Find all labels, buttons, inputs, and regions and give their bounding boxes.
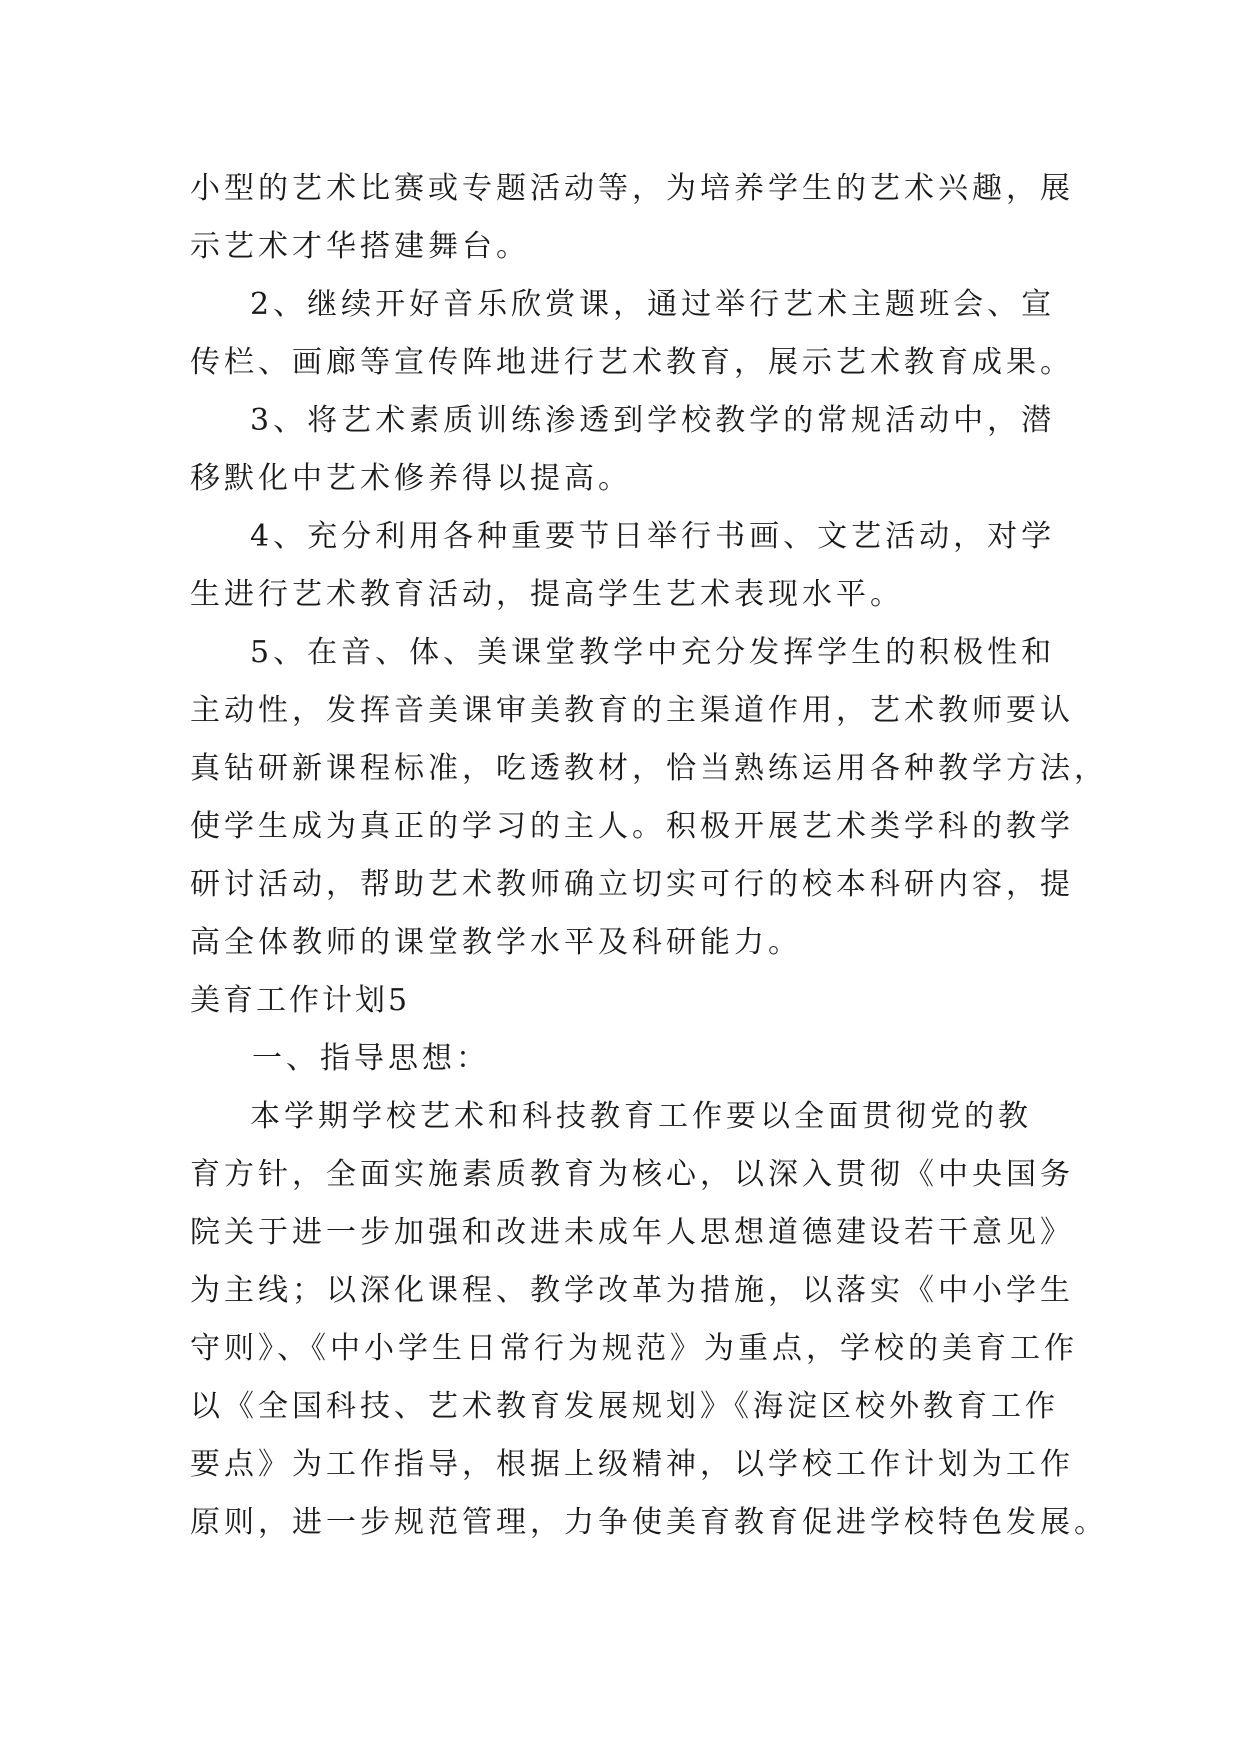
text-line: 院关于进一步加强和改进未成年人思想道德建设若干意见》 (190, 1215, 1074, 1250)
text-line: 原则，进一步规范管理，力争使美育教育促进学校特色发展。 (190, 1505, 1108, 1540)
text-line: 守则》、《中小学生日常行为规范》为重点，学校的美育工作 (190, 1331, 1078, 1366)
text-line: 本学期学校艺术和科技教育工作要以全面贯彻党的教 (250, 1099, 1032, 1134)
text-line: 示艺术才华搭建舞台。 (190, 229, 530, 264)
text-line: 研讨活动，帮助艺术教师确立切实可行的校本科研内容，提 (190, 867, 1074, 902)
text-line: 使学生成为真正的学习的主人。积极开展艺术类学科的教学 (190, 809, 1074, 844)
text-line: 2、继续开好音乐欣赏课，通过举行艺术主题班会、宣 (250, 287, 1056, 322)
text-line: 育方针，全面实施素质教育为核心，以深入贯彻《中央国务 (190, 1157, 1074, 1192)
section-heading: 美育工作计划5 (190, 983, 411, 1018)
text-line: 小型的艺术比赛或专题活动等，为培养学生的艺术兴趣，展 (190, 171, 1074, 206)
document-body (190, 160, 1108, 1552)
text-line: 移默化中艺术修养得以提高。 (190, 461, 632, 496)
text-line: 要点》为工作指导，根据上级精神，以学校工作计划为工作 (190, 1447, 1074, 1482)
text-line: 为主线；以深化课程、教学改革为措施，以落实《中小学生 (190, 1273, 1074, 1308)
text-line: 生进行艺术教育活动，提高学生艺术表现水平。 (190, 577, 904, 612)
text-line: 3、将艺术素质训练渗透到学校教学的常规活动中，潜 (250, 403, 1056, 438)
text-line: 4、充分利用各种重要节日举行书画、文艺活动，对学 (250, 519, 1056, 554)
text-line: 主动性，发挥音美课审美教育的主渠道作用，艺术教师要认 (190, 693, 1074, 728)
text-line: 5、在音、体、美课堂教学中充分发挥学生的积极性和 (250, 635, 1056, 670)
text-line: 真钻研新课程标准，吃透教材，恰当熟练运用各种教学方法， (190, 751, 1108, 786)
text-line: 以《全国科技、艺术教育发展规划》《海淀区校外教育工作 (190, 1389, 1059, 1424)
text-line: 传栏、画廊等宣传阵地进行艺术教育，展示艺术教育成果。 (190, 345, 1074, 380)
subsection-heading: 一、指导思想： (252, 1041, 490, 1076)
text-line: 高全体教师的课堂教学水平及科研能力。 (190, 925, 802, 960)
